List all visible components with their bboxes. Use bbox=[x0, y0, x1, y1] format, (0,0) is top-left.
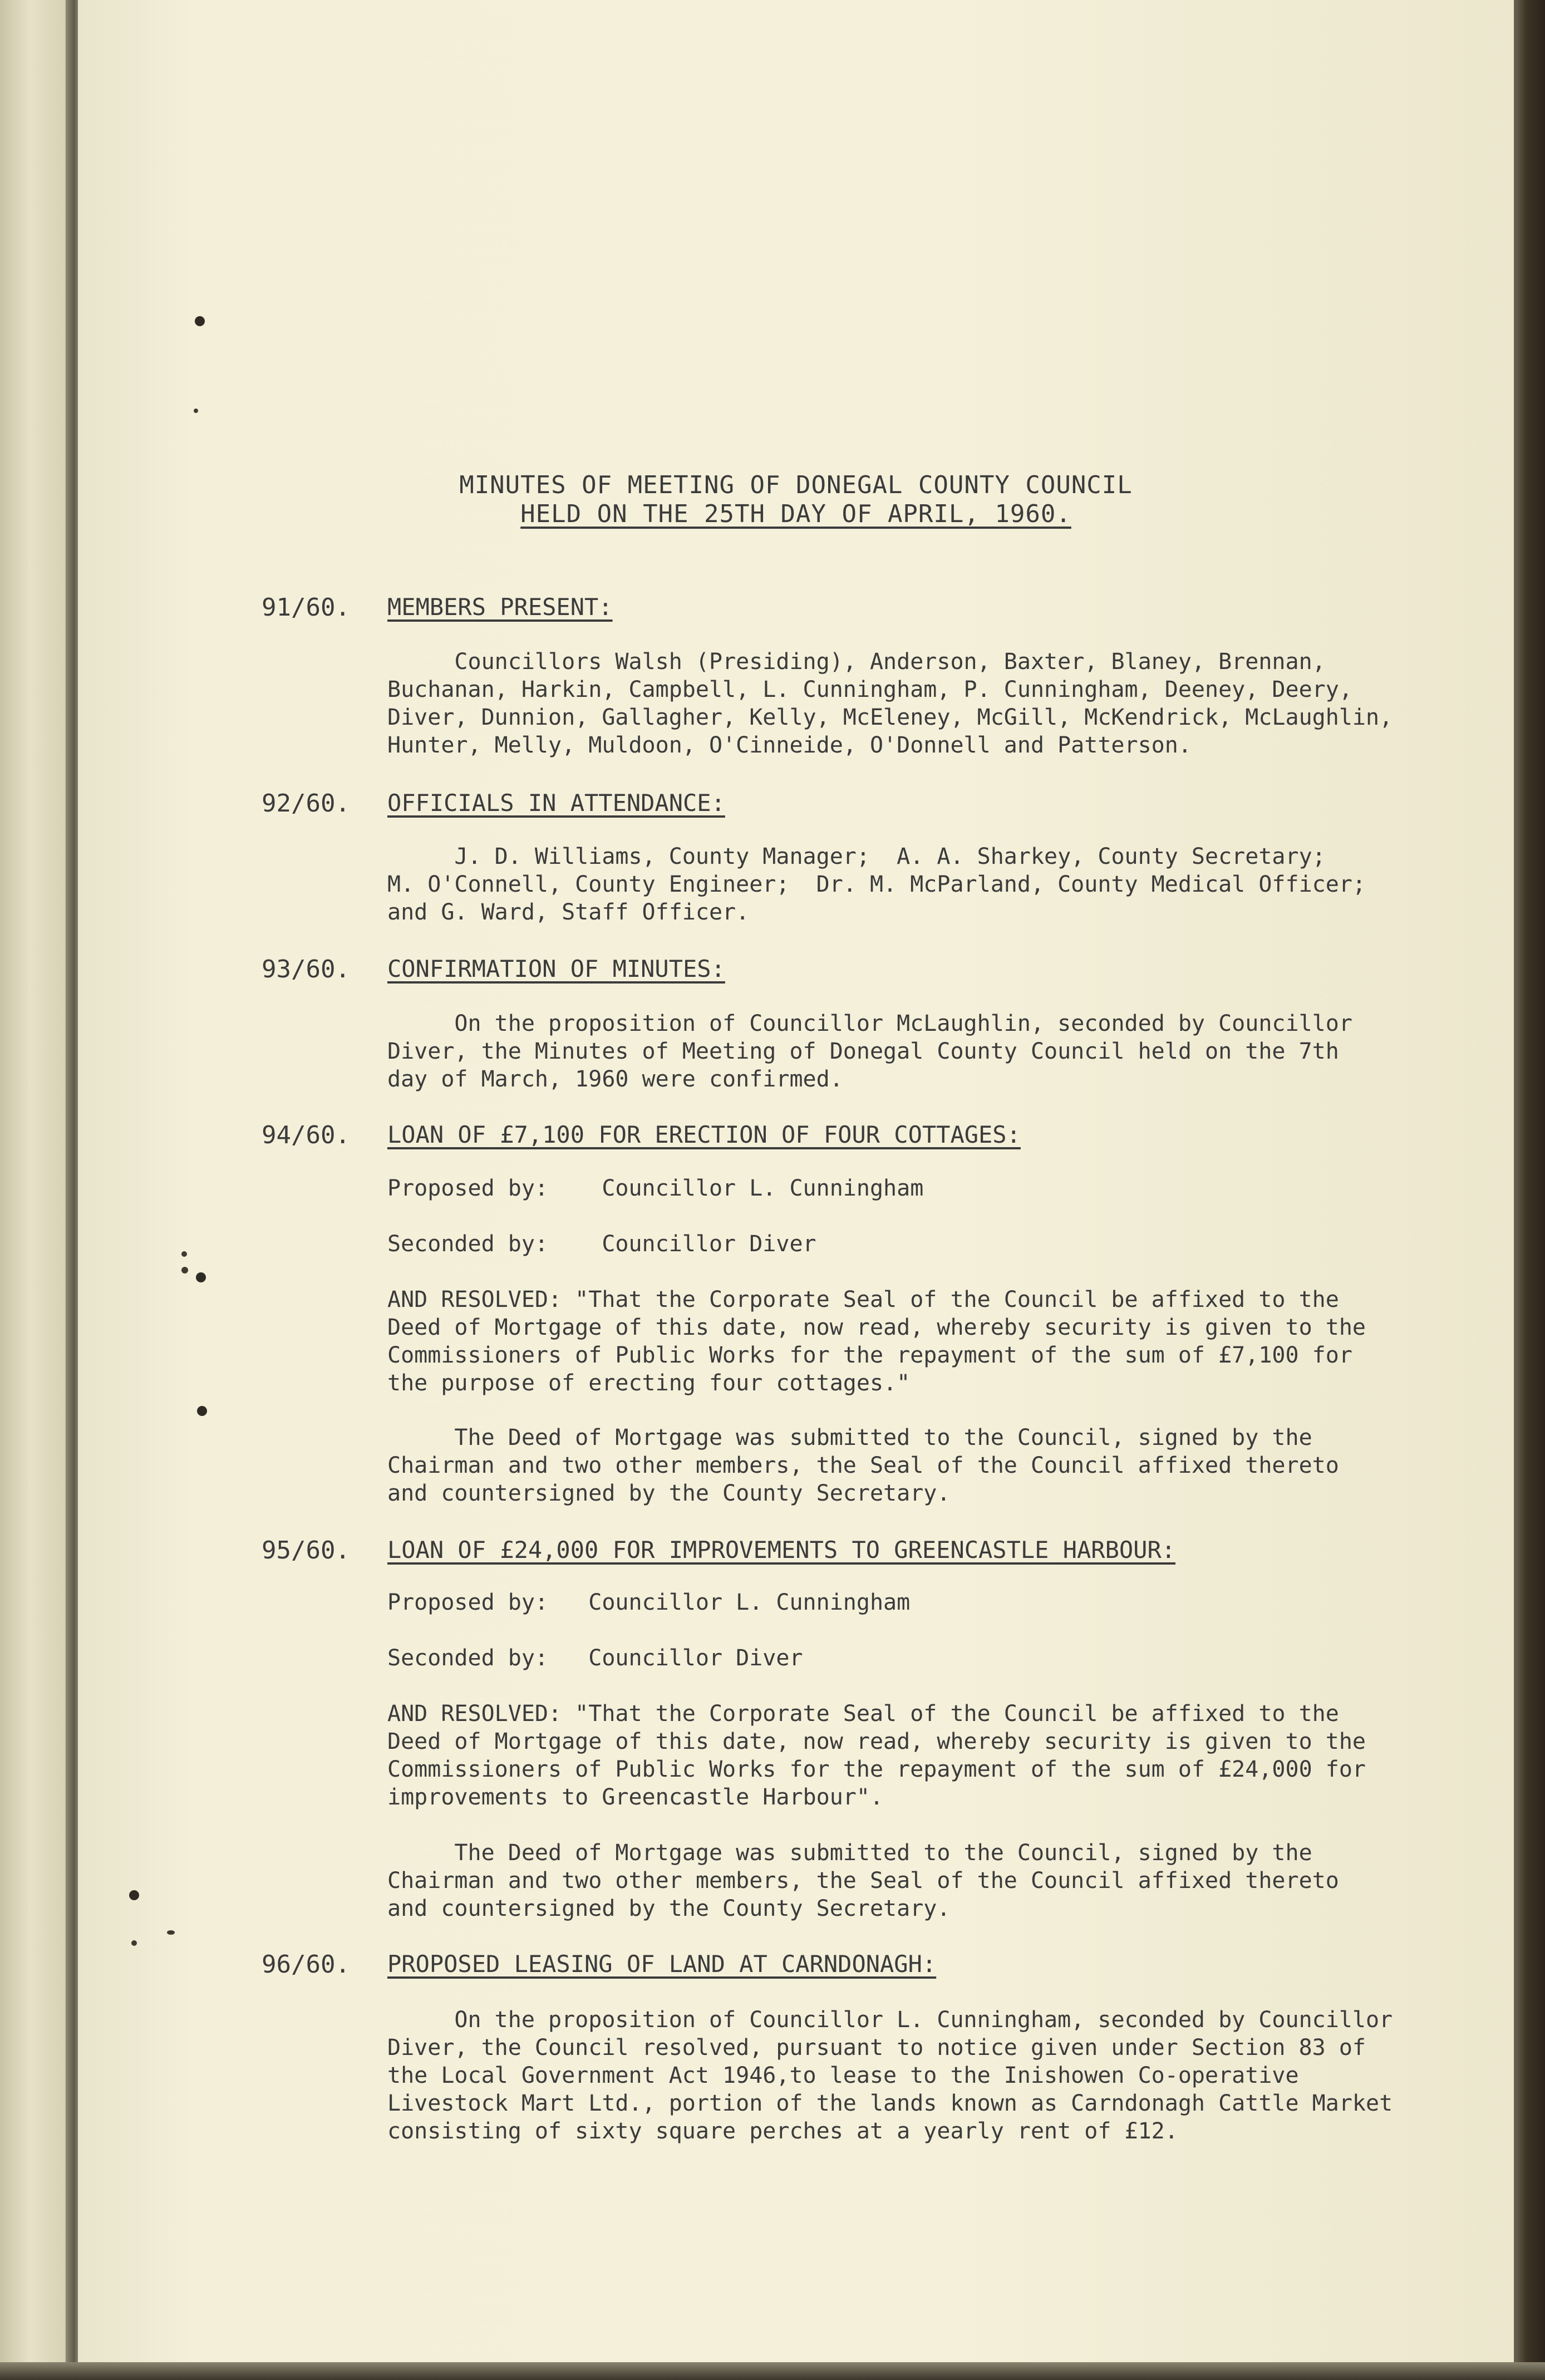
confirmation-paragraph: On the proposition of Councillor McLaughlin, seconded by Councillor Diver, the Minutes of Meeting of Donegal County Council held on the 7th day of March, 1960 were confirmed. bbox=[387, 1011, 1352, 1092]
speck bbox=[131, 1940, 137, 1946]
proposed-by-line: Proposed by: Councillor L. Cunningham bbox=[387, 1176, 924, 1201]
leasing-paragraph: On the proposition of Councillor L. Cunningham, seconded by Councillor Diver, the Council resolved, pursuant to notice given under Section 83 of the Local Government Act 1946,to lease to the Inishowen Co-operative Livestock Mart Ltd., portion of the lands known as Carndonagh Cattle Market consisting of sixty square perches at a yearly rent of £12. bbox=[387, 2007, 1393, 2144]
deed-paragraph: The Deed of Mortgage was submitted to the Council, signed by the Chairman and two other members, the Seal of the Council affixed thereto and countersigned by the County Secretary. bbox=[387, 1425, 1339, 1506]
seconded-by-line: Seconded by: Councillor Diver bbox=[387, 1231, 816, 1257]
item-heading: OFFICIALS IN ATTENDANCE: bbox=[387, 789, 725, 817]
item-number: 93/60. bbox=[262, 955, 350, 984]
seconded-by-line: Seconded by: Councillor Diver bbox=[387, 1645, 803, 1671]
item-heading: CONFIRMATION OF MINUTES: bbox=[387, 955, 725, 982]
item-number: 92/60. bbox=[262, 789, 350, 818]
speck bbox=[181, 1267, 188, 1273]
item-heading: LOAN OF £24,000 FOR IMPROVEMENTS TO GREENCASTLE HARBOUR: bbox=[387, 1536, 1176, 1563]
punch-hole bbox=[197, 1406, 207, 1416]
item-number: 96/60. bbox=[262, 1950, 350, 1979]
proposed-by-line: Proposed by: Councillor L. Cunningham bbox=[387, 1590, 911, 1615]
punch-hole bbox=[196, 1272, 206, 1282]
item-heading: LOAN OF £7,100 FOR ERECTION OF FOUR COTTAGES: bbox=[387, 1121, 1021, 1148]
speck bbox=[194, 409, 198, 413]
resolution-paragraph: AND RESOLVED: "That the Corporate Seal of the Council be affixed to the Deed of Mortgage of this date, now read, whereby security is given to the Commissioners of Public Works for the repayment of the sum of £24,000 for improvements to Greencastle Harbour". bbox=[387, 1701, 1366, 1810]
item-number: 95/60. bbox=[262, 1536, 350, 1565]
item-number: 91/60. bbox=[262, 593, 350, 622]
item-number: 94/60. bbox=[262, 1121, 350, 1149]
deed-paragraph: The Deed of Mortgage was submitted to the Council, signed by the Chairman and two other members, the Seal of the Council affixed thereto and countersigned by the County Secretary. bbox=[387, 1840, 1339, 1921]
facing-page-edge bbox=[0, 0, 75, 2380]
meeting-date-title bbox=[78, 500, 1514, 528]
officials-paragraph: J. D. Williams, County Manager; A. A. Sharkey, County Secretary; M. O'Connell, County Engineer; Dr. M. McParland, County Medical Officer; and G. Ward, Staff Officer. bbox=[387, 844, 1366, 925]
item-heading: MEMBERS PRESENT: bbox=[387, 593, 613, 621]
members-present-paragraph: Councillors Walsh (Presiding), Anderson, Baxter, Blaney, Brennan, Buchanan, Harkin, Campbell, L. Cunningham, P. Cunningham, Deeney, Deery, Diver, Dunnion, Gallagher, Kelly, McEleney, McGill, McKendrick, McLaughlin, Hunter, Melly, Muldoon, O'Cinneide, O'Donnell and Patterson. bbox=[387, 649, 1393, 758]
meeting-date-text: HELD ON THE 25TH DAY OF APRIL, 1960. bbox=[520, 500, 1071, 528]
punch-hole bbox=[195, 316, 205, 326]
item-heading: PROPOSED LEASING OF LAND AT CARNDONAGH: bbox=[387, 1950, 937, 1978]
speck bbox=[167, 1930, 175, 1935]
scan-bottom-edge bbox=[0, 2362, 1545, 2380]
speck bbox=[181, 1251, 187, 1257]
document-page bbox=[78, 0, 1514, 2380]
book-cover-edge bbox=[1514, 0, 1545, 2380]
minutes-title: MINUTES OF MEETING OF DONEGAL COUNTY COUNCIL bbox=[459, 471, 1133, 499]
resolution-paragraph: AND RESOLVED: "That the Corporate Seal of the Council be affixed to the Deed of Mortgage of this date, now read, whereby security is given to the Commissioners of Public Works for the repayment of the sum of £7,100 for the purpose of erecting four cottages." bbox=[387, 1287, 1366, 1396]
punch-hole bbox=[129, 1890, 139, 1900]
